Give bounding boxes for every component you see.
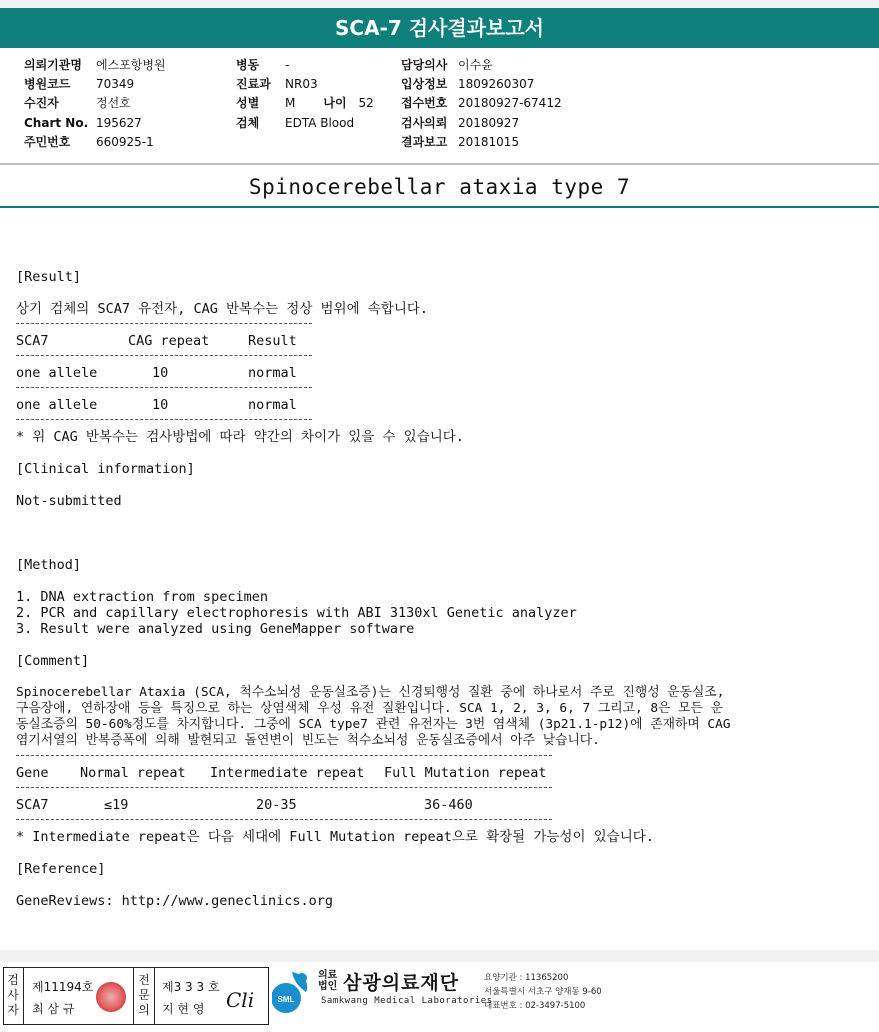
- info-label: 성별: [236, 96, 260, 111]
- result-summary: 상기 검체의 SCA7 유전자, CAG 반복수는 정상 범위에 속합니다.: [16, 301, 429, 317]
- info-label: 의뢰기관명: [24, 58, 82, 72]
- info-label: 검사의뢰: [401, 115, 448, 130]
- repeat-header: Full Mutation repeat: [384, 765, 547, 781]
- result-header-result: Result: [248, 333, 297, 349]
- signature: Cli: [226, 988, 255, 1012]
- signature-box: [3, 967, 269, 1025]
- repeat-header: Gene: [16, 765, 49, 781]
- info-label: 병동: [236, 58, 260, 72]
- specialist-name: 지 현 영: [162, 1002, 205, 1016]
- info-value: 20181015: [458, 134, 520, 149]
- info-row: [24, 133, 166, 152]
- age-label: 나이: [323, 96, 347, 111]
- result-note: * 위 CAG 반복수는 검사방법에 따라 약간의 차이가 있을 수 있습니다.: [16, 429, 464, 445]
- specialist-number: 제3 3 3 호: [162, 980, 220, 994]
- info-row: [24, 94, 166, 113]
- repeat-header: Intermediate repeat: [210, 765, 365, 781]
- table-rule: [16, 355, 312, 356]
- info-row: [24, 114, 166, 133]
- reference-heading: [Reference]: [16, 861, 106, 877]
- result-cell: 10: [152, 397, 169, 413]
- report-banner: [0, 8, 879, 48]
- title-underline: [0, 206, 879, 208]
- examiner-vertical-label: [6, 973, 20, 1018]
- info-label: Chart No.: [24, 115, 89, 130]
- top-strip: [0, 0, 879, 8]
- table-rule: [16, 819, 552, 820]
- table-rule: [16, 787, 552, 788]
- company-info-line: 서울특별시 서초구 양재동 9-60: [484, 987, 602, 997]
- result-heading: [Result]: [16, 269, 82, 285]
- result-cell: one allele: [16, 397, 98, 413]
- info-label: 주민번호: [24, 134, 71, 149]
- info-row: [401, 56, 562, 75]
- info-label: 접수번호: [401, 96, 448, 111]
- company-info: [484, 971, 602, 1013]
- vertical-char: 전: [138, 973, 150, 987]
- info-row: [24, 75, 166, 94]
- table-rule: [16, 323, 312, 324]
- info-row: [401, 114, 562, 133]
- info-value: M: [285, 96, 296, 111]
- vertical-char: 검: [7, 973, 19, 987]
- info-value: NR03: [285, 77, 318, 92]
- method-item: 3. Result were analyzed using GeneMapper software: [16, 621, 415, 637]
- info-value: 이수윤: [458, 58, 493, 72]
- info-row: [401, 133, 562, 152]
- patient-info-col2: [236, 56, 374, 133]
- repeat-header: Normal repeat: [80, 765, 186, 781]
- info-label: 검체: [236, 115, 260, 130]
- logo-small-label: [318, 970, 337, 992]
- info-value: 195627: [96, 115, 142, 130]
- specialist-vertical-label: [137, 973, 151, 1018]
- vertical-char: 의: [138, 1003, 150, 1017]
- company-info-line: 대표번호 : 02-3497-5100: [484, 1001, 586, 1011]
- report-title: SCA-7 검사결과보고서: [335, 16, 544, 40]
- method-item: 1. DNA extraction from specimen: [16, 589, 268, 605]
- vertical-char: 자: [7, 1003, 19, 1017]
- clinical-text: Not-submitted: [16, 493, 122, 509]
- result-cell: normal: [248, 397, 297, 413]
- logo-mark-text: SML: [277, 995, 295, 1004]
- info-label: 병원코드: [24, 77, 71, 92]
- info-value: EDTA Blood: [285, 115, 355, 130]
- info-row: [236, 114, 374, 133]
- info-row: [24, 56, 166, 75]
- company-info-line: 요양기관 : 11365200: [484, 973, 569, 983]
- info-value: 에스포항병원: [96, 58, 166, 72]
- sml-logo-icon: [272, 968, 314, 1016]
- info-row: [401, 75, 562, 94]
- info-value: 20180927-67412: [458, 96, 562, 111]
- table-rule: [16, 387, 312, 388]
- result-cell: normal: [248, 365, 297, 381]
- result-header-cag: CAG repeat: [128, 333, 210, 349]
- comment-line: 동실조증의 50-60%정도를 차지합니다. 그중에 SCA type7 관련 유전자는 3번 염색체 (3p21.1-p12)에 존재하며 CAG: [16, 717, 731, 732]
- comment-heading: [Comment]: [16, 653, 90, 669]
- info-value: 70349: [96, 77, 135, 92]
- patient-info-col3: [401, 56, 562, 152]
- table-rule: [16, 419, 312, 420]
- info-row: [401, 94, 562, 113]
- company-name: 삼광의료재단: [343, 972, 460, 994]
- clinical-heading: [Clinical information]: [16, 461, 195, 477]
- comment-line: 염기서열의 반복증폭에 의해 발현되고 돌연변이 빈도는 척수소뇌성 운동실조증에서 아주 낮습니다.: [16, 733, 600, 748]
- repeat-cell: ≤19: [104, 797, 129, 813]
- age-value: 52: [358, 96, 374, 111]
- info-label: 수진자: [24, 96, 59, 111]
- company-english-name: Samkwang Medical Laboratories: [321, 996, 493, 1006]
- info-row: [236, 75, 374, 94]
- repeat-cell: 20-35: [256, 797, 297, 813]
- info-value: 1809260307: [458, 77, 535, 92]
- result-cell: one allele: [16, 365, 98, 381]
- repeat-cell: SCA7: [16, 797, 49, 813]
- info-label: 담당의사: [401, 58, 448, 72]
- vertical-char: 사: [7, 988, 19, 1002]
- logo-small-line: 법인: [318, 981, 338, 992]
- test-title: Spinocerebellar ataxia type 7: [248, 175, 631, 199]
- info-row: [236, 56, 374, 75]
- cell-divider: [133, 968, 134, 1024]
- footer-strip: [0, 950, 879, 962]
- info-label: 진료과: [236, 77, 271, 92]
- info-label: 결과보고: [401, 134, 448, 149]
- comment-line: 구음장애, 연하장애 등을 특징으로 하는 상염색체 우성 유전 질환입니다. SCA 1, 2, 3, 6, 7 그리고, 8은 모든 운: [16, 701, 723, 716]
- divider: [0, 163, 879, 165]
- info-value: 660925-1: [96, 134, 154, 149]
- result-header-gene: SCA7: [16, 333, 49, 349]
- official-seal-icon: [96, 982, 126, 1012]
- examiner-name: 최 삼 규: [32, 1002, 75, 1016]
- info-value: 20180927: [458, 115, 520, 130]
- result-cell: 10: [152, 365, 169, 381]
- patient-info-col1: [24, 56, 166, 152]
- repeat-cell: 36-460: [424, 797, 473, 813]
- repeat-note: * Intermediate repeat은 다음 세대에 Full Mutation repeat으로 확장될 가능성이 있습니다.: [16, 829, 654, 845]
- cell-divider: [23, 968, 24, 1024]
- info-row: [236, 94, 374, 113]
- method-item: 2. PCR and capillary electrophoresis with ABI 3130xl Genetic analyzer: [16, 605, 577, 621]
- method-heading: [Method]: [16, 557, 82, 573]
- table-rule: [16, 755, 552, 756]
- vertical-char: 문: [138, 988, 150, 1002]
- info-value: 정선호: [96, 96, 131, 111]
- comment-line: Spinocerebellar Ataxia (SCA, 척수소뇌성 운동실조증)는 신경퇴행성 질환 중에 하나로서 주로 진행성 운동실조,: [16, 685, 725, 700]
- footer: [0, 962, 879, 1032]
- examiner-number: 제11194호: [32, 980, 94, 994]
- cell-divider: [154, 968, 155, 1024]
- info-label: 입상정보: [401, 77, 448, 92]
- logo-small-line: 의료: [318, 970, 338, 981]
- reference-text: GeneReviews: http://www.geneclinics.org: [16, 893, 333, 909]
- info-value: -: [285, 58, 290, 72]
